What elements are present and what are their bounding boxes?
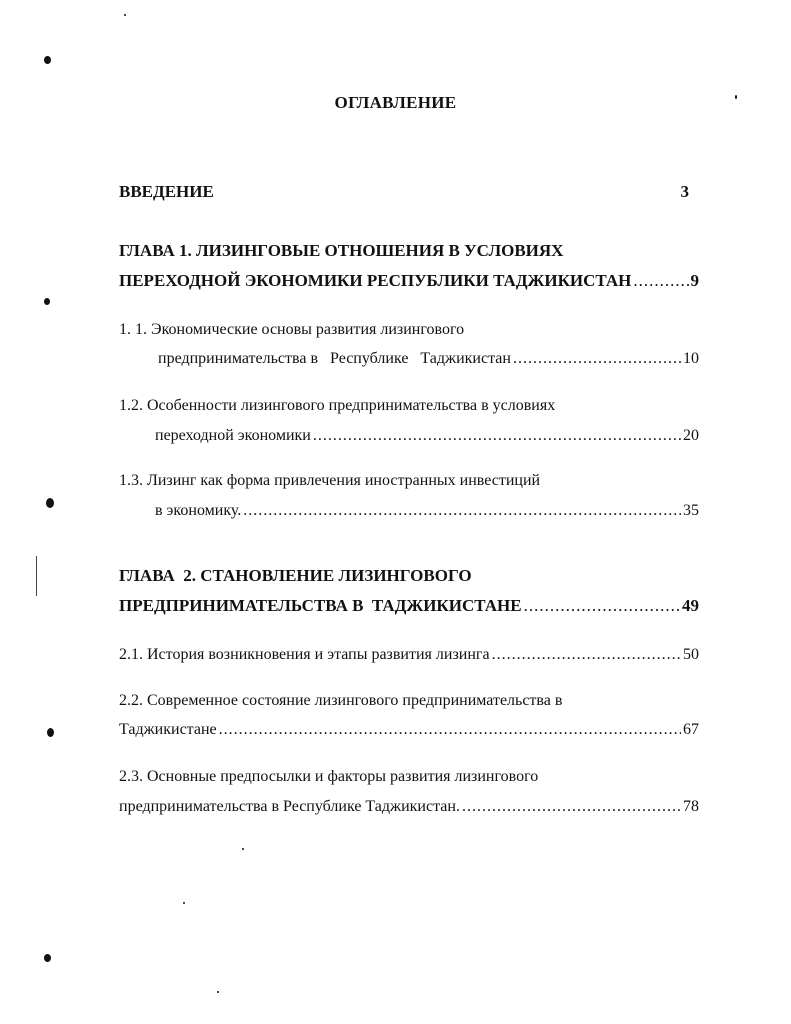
toc-page-number: 67 — [683, 721, 699, 738]
scan-speck — [735, 95, 737, 99]
leader-dots — [219, 721, 681, 739]
toc-page-number: 9 — [690, 271, 699, 290]
scan-speck — [44, 56, 51, 64]
toc-section-2-2-line1: 2.2. Современное состояние лизингового предпринимательства в — [119, 692, 563, 709]
toc-entry-introduction — [119, 182, 689, 202]
toc-chapter-2-line1: ГЛАВА 2. СТАНОВЛЕНИЕ ЛИЗИНГОВОГО — [119, 566, 472, 585]
toc-page-number: 35 — [683, 502, 699, 519]
scan-speck — [242, 848, 244, 850]
page-title: ОГЛАВЛЕНИЕ — [334, 93, 457, 112]
toc-page-number: 50 — [683, 646, 699, 663]
toc-section-1-1-line2: предпринимательства в Республике Таджикистан ..... 10 — [158, 350, 699, 368]
scan-speck — [44, 298, 50, 305]
toc-page-number: 49 — [682, 596, 699, 615]
toc-section-1-1-line1: 1. 1. Экономические основы развития лизингового — [119, 321, 465, 338]
leader-dots — [243, 502, 681, 520]
leader-dots — [492, 646, 681, 664]
toc-section-1-3-line2: в экономику. ..... 35 — [155, 502, 699, 520]
leader-dots — [313, 427, 681, 445]
scan-mark — [36, 556, 37, 596]
leader-dots — [524, 596, 680, 616]
toc-page-number: 3 — [680, 182, 689, 201]
toc-chapter-2-line2: ПРЕДПРИНИМАТЕЛЬСТВА В ТАДЖИКИСТАНЕ ..... 49 — [119, 596, 699, 616]
toc-section-1-3-line1: 1.3. Лизинг как форма привлечения иностранных инвестиций — [119, 472, 541, 489]
scan-speck — [46, 498, 54, 508]
toc-section-2-3-line2: предпринимательства в Республике Таджикистан. ..... 78 — [119, 798, 699, 816]
scan-speck — [44, 954, 51, 962]
toc-section-2-2-line2: Таджикистане ..... 67 — [119, 721, 699, 739]
leader-dots — [462, 798, 681, 816]
toc-section-2-1: 2.1. История возникновения и этапы развития лизинга ..... 50 — [119, 646, 699, 664]
scan-speck — [124, 14, 126, 16]
toc-page-number: 78 — [683, 798, 699, 815]
scan-speck — [217, 991, 219, 993]
toc-page-number: 20 — [683, 427, 699, 444]
toc-section-1-2-line2: переходной экономики ..... 20 — [155, 427, 699, 445]
scan-speck — [183, 902, 185, 904]
toc-section-1-2-line1: 1.2. Особенности лизингового предпринимательства в условиях — [119, 397, 556, 414]
toc-page-number: 10 — [683, 350, 699, 367]
scan-speck — [47, 728, 54, 737]
leader-dots — [633, 271, 688, 291]
toc-chapter-1-line2: ПЕРЕХОДНОЙ ЭКОНОМИКИ РЕСПУБЛИКИ ТАДЖИКИСТАН ..... 9 — [119, 271, 699, 291]
toc-section-2-3-line1: 2.3. Основные предпосылки и факторы развития лизингового — [119, 768, 539, 785]
toc-chapter-1-line1: ГЛАВА 1. ЛИЗИНГОВЫЕ ОТНОШЕНИЯ В УСЛОВИЯХ — [119, 241, 564, 260]
toc-entry-text: ВВЕДЕНИЕ — [119, 182, 214, 201]
leader-dots — [513, 350, 681, 368]
